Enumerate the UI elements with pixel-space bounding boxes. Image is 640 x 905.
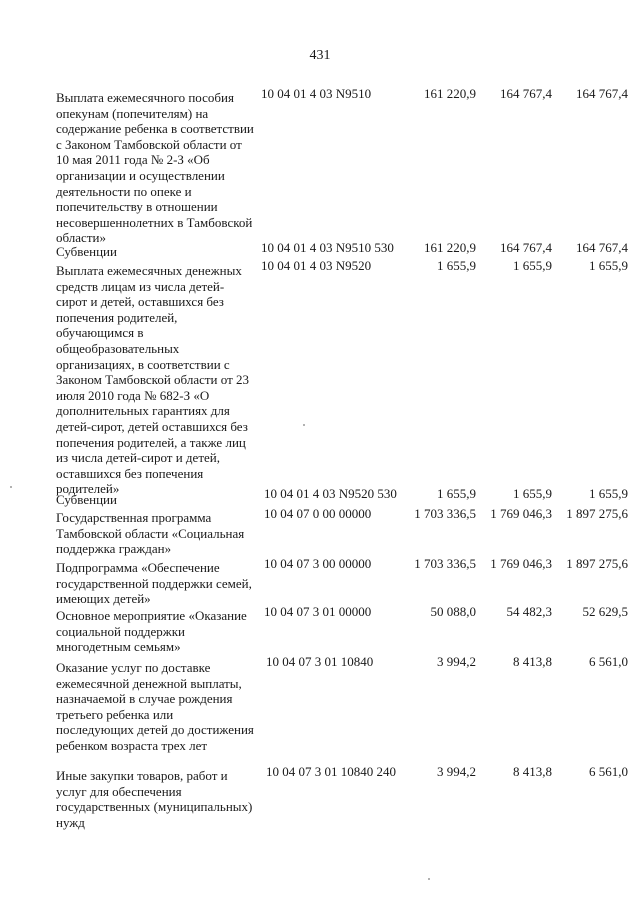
row-value-2: 8 413,8	[513, 764, 552, 779]
row-code: 10 04 01 4 03 N9510 530	[261, 240, 394, 255]
row-code: 10 04 07 0 00 00000	[264, 506, 372, 521]
row-code: 10 04 07 3 00 00000	[264, 556, 372, 571]
row-value-2: 1 769 046,3	[490, 556, 552, 571]
row-description: Субвенции	[56, 492, 117, 507]
row-code: 10 04 07 3 01 10840 240	[266, 764, 396, 779]
row-value-2: 164 767,4	[500, 86, 552, 101]
row-value-3: 1 897 275,6	[566, 556, 628, 571]
row-value-3: 6 561,0	[589, 654, 628, 669]
row-description: Подпрограмма «Обеспечение государственной поддержки семей, имеющих детей»	[56, 560, 252, 607]
row-code: 10 04 01 4 03 N9520	[261, 258, 372, 273]
row-value-1: 50 088,0	[430, 604, 476, 619]
row-description: Государственная программа Тамбовской области «Социальная поддержка граждан»	[56, 510, 245, 557]
row-code: 10 04 01 4 03 N9520 530	[264, 486, 397, 501]
scan-speck	[428, 878, 430, 880]
row-description: Выплата ежемесячного пособия опекунам (попечителям) на содержание ребенка в соответствии с Законом Тамбовской области от 10 мая 2011 года № 2-З «Об организации и осуществлении деятельности по опеке и попечительству в отношении несовершеннолетних в Тамбовской области»	[56, 90, 254, 246]
row-value-2: 164 767,4	[500, 240, 552, 255]
row-code: 10 04 01 4 03 N9510	[261, 86, 372, 101]
row-description: Иные закупки товаров, работ и услуг для обеспечения государственных (муниципальных) нужд	[56, 768, 253, 830]
row-value-3: 6 561,0	[589, 764, 628, 779]
row-value-1: 161 220,9	[424, 86, 476, 101]
row-value-3: 164 767,4	[576, 240, 628, 255]
row-value-1: 1 655,9	[437, 258, 476, 273]
row-value-2: 8 413,8	[513, 654, 552, 669]
scan-speck	[10, 486, 12, 488]
row-value-1: 3 994,2	[437, 654, 476, 669]
page-number: 431	[309, 48, 331, 63]
row-value-1: 3 994,2	[437, 764, 476, 779]
row-value-3: 164 767,4	[576, 86, 628, 101]
scan-speck	[303, 424, 305, 426]
row-code: 10 04 07 3 01 00000	[264, 604, 372, 619]
row-value-2: 1 655,9	[513, 486, 552, 501]
row-description: Субвенции	[56, 244, 117, 259]
row-value-2: 1 655,9	[513, 258, 552, 273]
row-value-1: 1 655,9	[437, 486, 476, 501]
row-value-1: 1 703 336,5	[414, 506, 476, 521]
row-value-2: 54 482,3	[506, 604, 552, 619]
row-code: 10 04 07 3 01 10840	[266, 654, 374, 669]
row-value-1: 1 703 336,5	[414, 556, 476, 571]
row-value-3: 1 897 275,6	[566, 506, 628, 521]
row-value-3: 52 629,5	[582, 604, 628, 619]
row-description: Выплата ежемесячных денежных средств лицам из числа детей-сирот и детей, оставшихся без попечения родителей, обучающимся в общеобразовательных организациях, в соответствии с Законом Тамбовской области от 23 июля 2010 года № 682-З «О дополнительных гарантиях для детей-сирот, детей оставшихся без попечения родителей, а также лиц из числа детей-сирот и детей, оставшихся без попечения родителей»	[56, 263, 250, 497]
row-value-3: 1 655,9	[589, 258, 628, 273]
row-value-3: 1 655,9	[589, 486, 628, 501]
row-value-1: 161 220,9	[424, 240, 476, 255]
row-description: Основное мероприятие «Оказание социальной поддержки многодетным семьям»	[56, 608, 247, 655]
row-description: Оказание услуг по доставке ежемесячной денежной выплаты, назначаемой в случае рождения третьего ребенка или последующих детей до достижения ребенком возраста трех лет	[56, 660, 254, 753]
row-value-2: 1 769 046,3	[490, 506, 552, 521]
